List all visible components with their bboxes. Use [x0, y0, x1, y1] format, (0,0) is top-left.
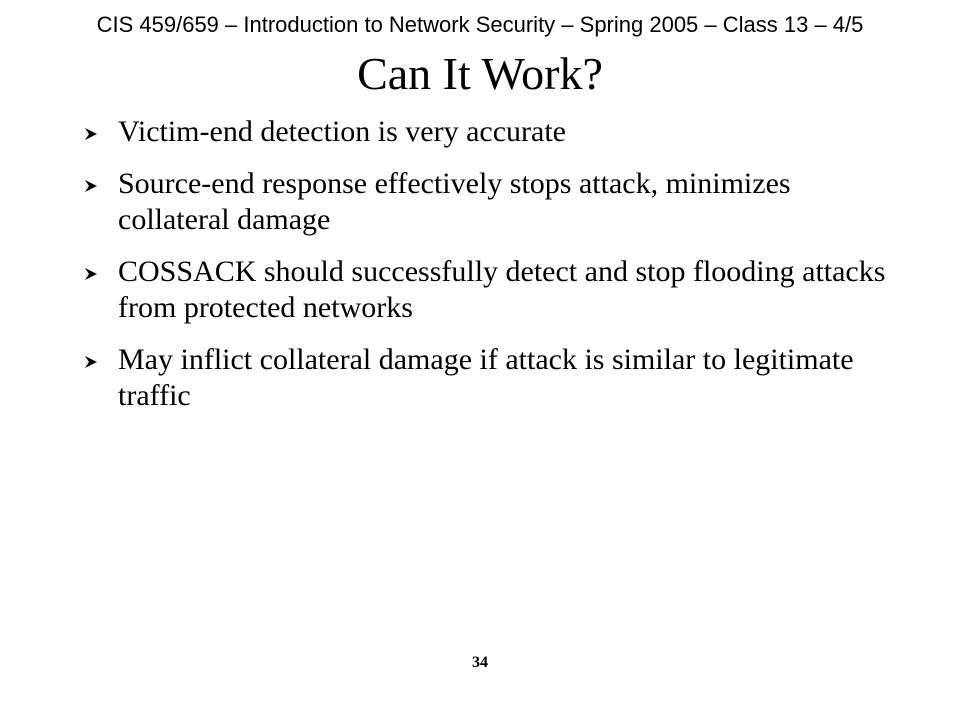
- arrowhead-bullet-icon: [84, 179, 98, 193]
- page-number: 34: [472, 654, 488, 671]
- bullet-list: [84, 114, 904, 430]
- bullet-item: [84, 342, 904, 414]
- bullet-item: [84, 254, 904, 326]
- bullet-item: [84, 114, 904, 150]
- arrowhead-bullet-icon: [84, 127, 98, 141]
- course-header: CIS 459/659 – Introduction to Network Security – Spring 2005 – Class 13 – 4/5: [96, 12, 864, 37]
- bullet-item: [84, 166, 904, 238]
- bullet-text: COSSACK should successfully detect and stop flooding attacks from protected networks: [118, 255, 886, 324]
- slide-title: Can It Work?: [357, 48, 603, 99]
- bullet-text: Victim-end detection is very accurate: [118, 115, 566, 148]
- arrowhead-bullet-icon: [84, 355, 98, 369]
- arrowhead-bullet-icon: [84, 267, 98, 281]
- bullet-text: May inflict collateral damage if attack is similar to legitimate traffic: [118, 343, 854, 412]
- bullet-text: Source-end response effectively stops attack, minimizes collateral damage: [118, 167, 791, 236]
